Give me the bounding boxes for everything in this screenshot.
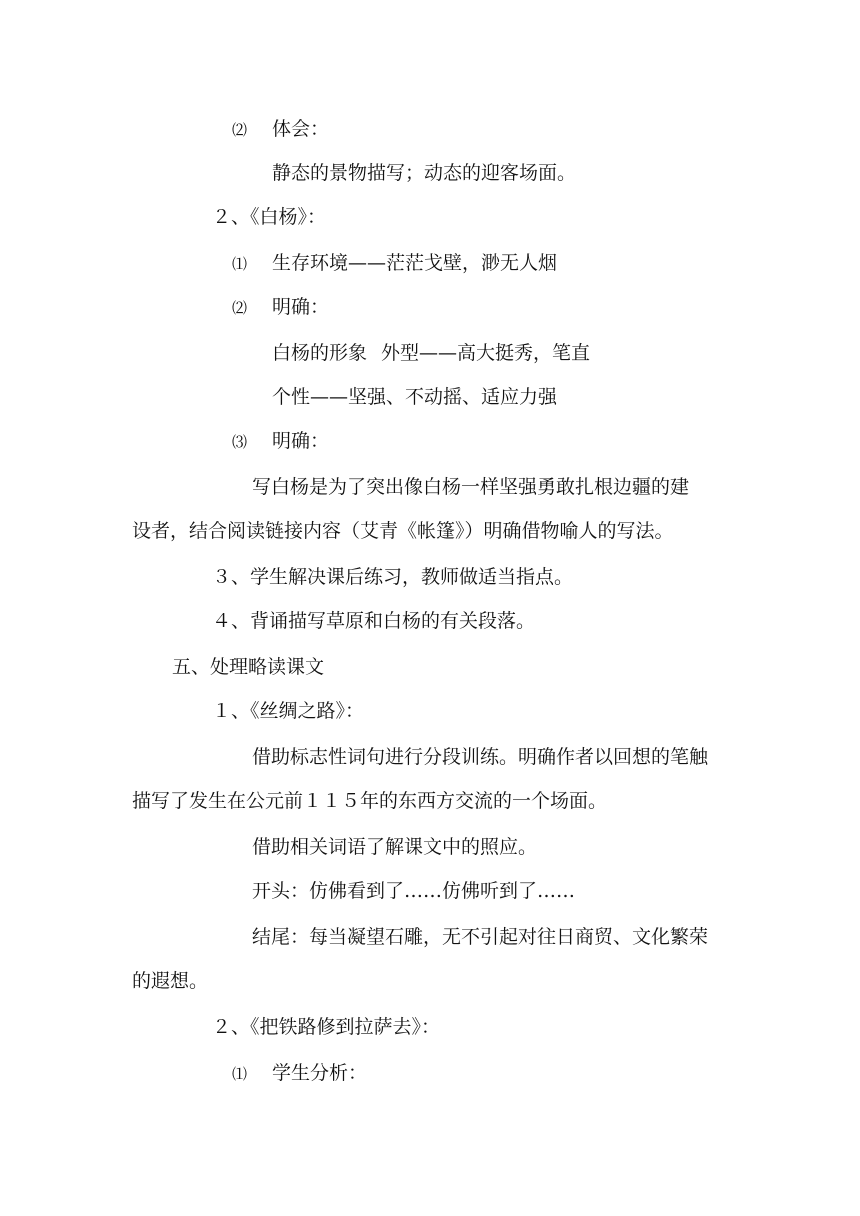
item-marker: ⑴ xyxy=(232,255,248,273)
item-text: 明确： xyxy=(272,296,330,318)
section-heading: 五、处理略读课文 xyxy=(172,656,325,678)
text-line: 静态的景物描写；动态的迎客场面。 xyxy=(272,162,577,184)
paragraph-line: 的遐想。 xyxy=(132,970,209,992)
paragraph-line: 结尾：每当凝望石雕，无不引起对往日商贸、文化繁荣 xyxy=(252,926,709,948)
list-item xyxy=(232,296,329,319)
list-item xyxy=(232,1062,367,1085)
item-text: 明确： xyxy=(272,430,330,452)
paragraph-line: 设者，结合阅读链接内容（艾青《帐篷》）明确借物喻人的写法。 xyxy=(132,520,674,542)
paragraph-line: 写白杨是为了突出像白杨一样坚强勇敢扎根边疆的建 xyxy=(252,476,690,498)
list-item xyxy=(232,118,329,141)
text-line: 开头：仿佛看到了……仿佛听到了…… xyxy=(252,880,576,902)
text-line: 借助相关词语了解课文中的照应。 xyxy=(252,836,538,858)
paragraph-line: 描写了发生在公元前１１５年的东西方交流的一个场面。 xyxy=(132,790,608,812)
section-heading: １、《丝绸之路》： xyxy=(212,700,365,722)
list-item xyxy=(232,430,329,453)
item-text: 学生分析： xyxy=(272,1062,368,1084)
item-marker: ⑶ xyxy=(232,433,248,451)
text-line: ４、背诵描写草原和白杨的有关段落。 xyxy=(212,610,536,632)
text-segment: 白杨的形象 xyxy=(272,342,368,364)
text-line: ３、学生解决课后练习，教师做适当指点。 xyxy=(212,566,574,588)
item-marker: ⑴ xyxy=(232,1065,248,1083)
list-item xyxy=(232,252,557,275)
text-line xyxy=(272,342,590,364)
text-line: 个性——坚强、不动摇、适应力强 xyxy=(272,386,558,408)
item-text: 体会： xyxy=(272,118,330,140)
item-marker: ⑵ xyxy=(232,121,248,139)
section-heading: ２、《白杨》： xyxy=(212,206,327,228)
item-text: 生存环境——茫茫戈壁，渺无人烟 xyxy=(272,252,558,274)
section-heading: ２、《把铁路修到拉萨去》： xyxy=(212,1016,441,1038)
item-marker: ⑵ xyxy=(232,299,248,317)
text-segment: 外型——高大挺秀，笔直 xyxy=(381,342,591,364)
paragraph-line: 借助标志性词句进行分段训练。明确作者以回想的笔触 xyxy=(252,746,709,768)
